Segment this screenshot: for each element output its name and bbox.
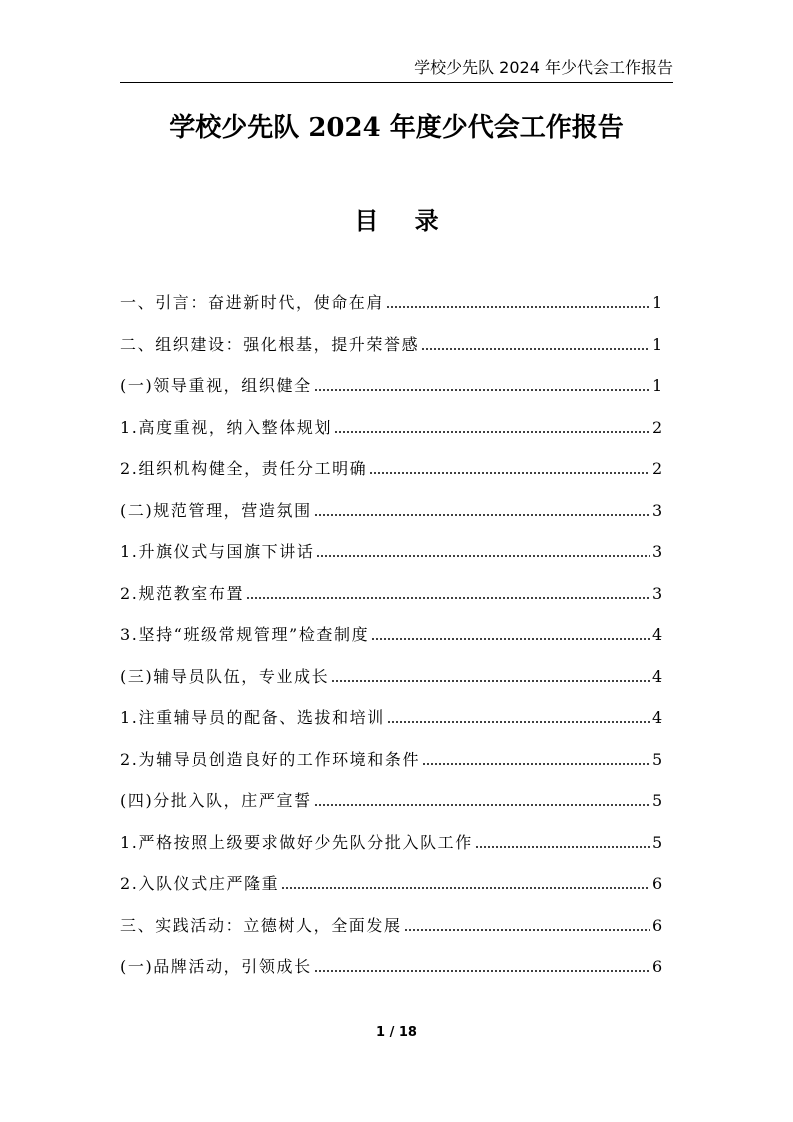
toc-entry-page-number: 6 xyxy=(652,915,663,935)
toc-entry[interactable] xyxy=(120,288,662,330)
toc-dot-leader xyxy=(475,830,650,850)
toc-entry-page-number: 4 xyxy=(652,666,663,686)
toc-entry-text: 2.为辅导员创造良好的工作环境和条件 xyxy=(120,749,421,769)
toc-entry-text: 三、实践活动：立德树人，全面发展 xyxy=(120,915,402,935)
toc-entry-text: 1.注重辅导员的配备、选拔和培训 xyxy=(120,708,385,727)
toc-dot-leader xyxy=(314,788,650,808)
toc-entry-text: 2.组织机构健全，责任分工明确 xyxy=(120,459,368,478)
toc-dot-leader xyxy=(316,539,650,559)
toc-entry-text: (四)分批入队，庄严宣誓 xyxy=(120,791,312,810)
toc-dot-leader xyxy=(421,332,650,352)
toc-entry-page-number: 3 xyxy=(652,500,663,520)
toc-entry-page-number: 4 xyxy=(652,625,663,644)
toc-entry[interactable] xyxy=(120,745,662,787)
toc-entry[interactable] xyxy=(120,537,662,579)
toc-dot-leader xyxy=(386,290,650,310)
toc-entry-text: (二)规范管理，营造氛围 xyxy=(120,500,312,520)
toc-entry-text: 二、组织建设：强化根基，提升荣誉感 xyxy=(120,334,420,354)
toc-dot-leader xyxy=(371,622,650,642)
toc-entry[interactable] xyxy=(120,869,662,911)
toc-dot-leader xyxy=(314,373,650,393)
toc-entry[interactable] xyxy=(120,579,662,621)
toc-dot-leader xyxy=(314,954,650,974)
toc-dot-leader xyxy=(331,664,650,684)
toc-entry[interactable] xyxy=(120,911,662,953)
table-of-contents xyxy=(120,288,662,994)
toc-dot-leader xyxy=(422,747,650,767)
toc-dot-leader xyxy=(314,498,650,518)
toc-entry-text: 2.规范教室布置 xyxy=(120,583,245,603)
toc-entry-text: 1.严格按照上级要求做好少先队分批入队工作 xyxy=(120,832,473,852)
toc-entry-text: 1.高度重视，纳入整体规划 xyxy=(120,417,333,437)
toc-entry-page-number: 2 xyxy=(652,459,663,478)
toc-entry-page-number: 5 xyxy=(652,832,663,852)
toc-dot-leader xyxy=(387,705,650,725)
page-number: 1 / 18 xyxy=(376,1025,417,1040)
toc-entry-page-number: 6 xyxy=(652,874,663,893)
toc-entry[interactable] xyxy=(120,828,662,870)
toc-entry[interactable] xyxy=(120,662,662,704)
toc-entry[interactable] xyxy=(120,371,662,413)
toc-entry-page-number: 1 xyxy=(652,376,663,395)
toc-dot-leader xyxy=(246,581,650,601)
toc-dot-leader xyxy=(369,456,650,476)
toc-entry[interactable] xyxy=(120,620,662,662)
toc-entry-page-number: 5 xyxy=(652,749,663,769)
toc-dot-leader xyxy=(281,871,650,891)
toc-entry-page-number: 1 xyxy=(652,334,663,354)
toc-entry-page-number: 2 xyxy=(652,417,663,437)
toc-entry-page-number: 6 xyxy=(652,957,663,976)
toc-entry-page-number: 1 xyxy=(652,293,663,312)
toc-entry[interactable] xyxy=(120,703,662,745)
toc-entry[interactable] xyxy=(120,786,662,828)
toc-entry[interactable] xyxy=(120,952,662,994)
toc-entry-text: (一)品牌活动，引领成长 xyxy=(120,957,312,976)
toc-dot-leader xyxy=(334,415,650,435)
toc-heading: 目 录 xyxy=(354,206,453,235)
toc-entry-text: 3.坚持“班级常规管理”检查制度 xyxy=(120,625,370,644)
toc-entry-page-number: 3 xyxy=(652,542,663,561)
page-header xyxy=(120,56,673,83)
toc-entry-page-number: 4 xyxy=(652,708,663,727)
toc-entry-text: (一)领导重视，组织健全 xyxy=(120,376,312,395)
toc-entry[interactable] xyxy=(120,330,662,372)
header-text: 学校少先队 2024 年少代会工作报告 xyxy=(414,58,673,77)
toc-entry[interactable] xyxy=(120,413,662,455)
toc-entry-text: (三)辅导员队伍，专业成长 xyxy=(120,666,330,686)
toc-entry[interactable] xyxy=(120,496,662,538)
toc-entry-text: 2.入队仪式庄严隆重 xyxy=(120,874,280,893)
toc-entry-page-number: 3 xyxy=(652,583,663,603)
document-title: 学校少先队 2024 年度少代会工作报告 xyxy=(169,113,624,143)
toc-entry[interactable] xyxy=(120,454,662,496)
toc-entry-text: 1.升旗仪式与国旗下讲话 xyxy=(120,542,315,561)
toc-entry-page-number: 5 xyxy=(652,791,663,810)
toc-dot-leader xyxy=(404,913,650,933)
toc-entry-text: 一、引言：奋进新时代，使命在肩 xyxy=(120,293,385,312)
